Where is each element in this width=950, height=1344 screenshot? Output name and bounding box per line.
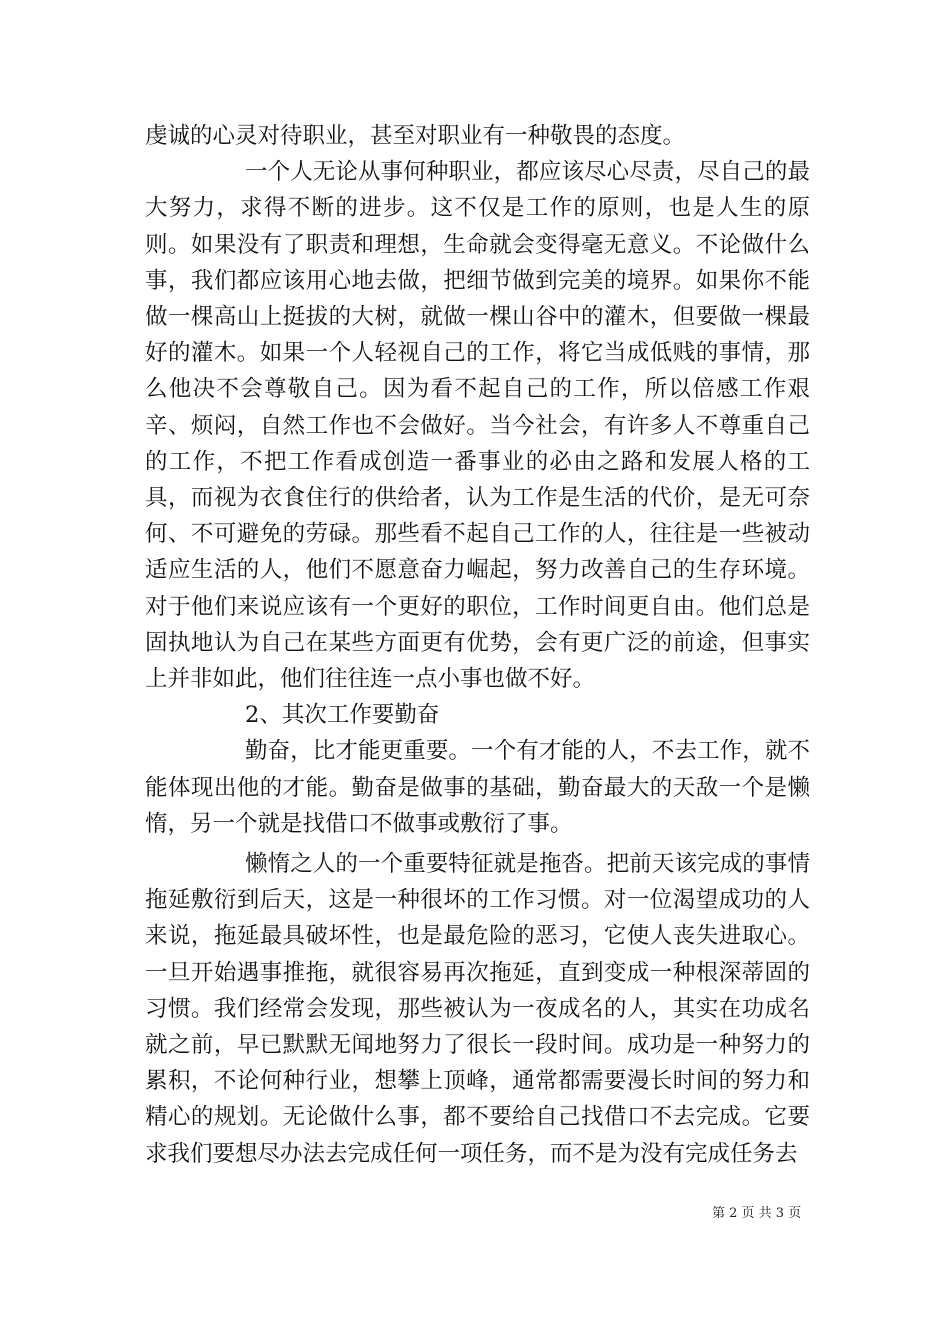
paragraph-procrastination: 懒惰之人的一个重要特征就是拖沓。把前天该完成的事情拖延敷衍到后天，这是一种很坏的工作习惯。对一位渴望成功的人来说，拖延最具破坏性，也是最危险的恶习，它使人丧失进取心。一旦开始遇事推拖，就很容易再次拖延，直到变成一种根深蒂固的习惯。我们经常会发现，那些被认为一夜成名的人，其实在功成名就之前，早已默默无闻地努力了很长一段时间。成功是一种努力的累积，不论何种行业，想攀上顶峰，通常都需要漫长时间的努力和精心的规划。无论做什么事，都不要给自己找借口不去完成。它要求我们要想尽办法去完成任何一项任务，而不是为没有完成任务去 — [145, 851, 810, 1167]
paragraph-diligence: 勤奋，比才能更重要。一个有才能的人，不去工作，就不能体现出他的才能。勤奋是做事的基础，勤奋最大的天敌一个是懒惰，另一个就是找借口不做事或敷衍了事。 — [145, 738, 810, 837]
page-footer: 第 2 页 共 3 页 — [712, 1206, 802, 1221]
section-heading-diligence: 2、其次工作要勤奋 — [245, 702, 440, 729]
paragraph-duty: 一个人无论从事何种职业，都应该尽心尽责，尽自己的最大努力，求得不断的进步。这不仅是工作的原则，也是人生的原则。如果没有了职责和理想，生命就会变得毫无意义。不论做什么事，我们都应该用心地去做，把细节做到完美的境界。如果你不能做一棵高山上挺拔的大树，就做一棵山谷中的灌木，但要做一棵最好的灌木。如果一个人轻视自己的工作，将它当成低贱的事情，那么他决不会尊敬自己。因为看不起自己的工作，所以倍感工作艰辛、烦闷，自然工作也不会做好。当今社会，有许多人不尊重自己的工作，不把工作看成创造一番事业的必由之路和发展人格的工具，而视为衣食住行的供给者，认为工作是生活的代价，是无可奈何、不可避免的劳碌。那些看不起自己工作的人，往往是一些被动适应生活的人，他们不愿意奋力崛起，努力改善自己的生存环境。对于他们来说应该有一个更好的职位，工作时间更自由。他们总是固执地认为自己在某些方面更有优势，会有更广泛的前途，但事实上并非如此，他们往往连一点小事也做不好。 — [145, 159, 810, 693]
document-body — [145, 118, 810, 1172]
paragraph-continuation: 虔诚的心灵对待职业，甚至对职业有一种敬畏的态度。 — [145, 123, 686, 149]
